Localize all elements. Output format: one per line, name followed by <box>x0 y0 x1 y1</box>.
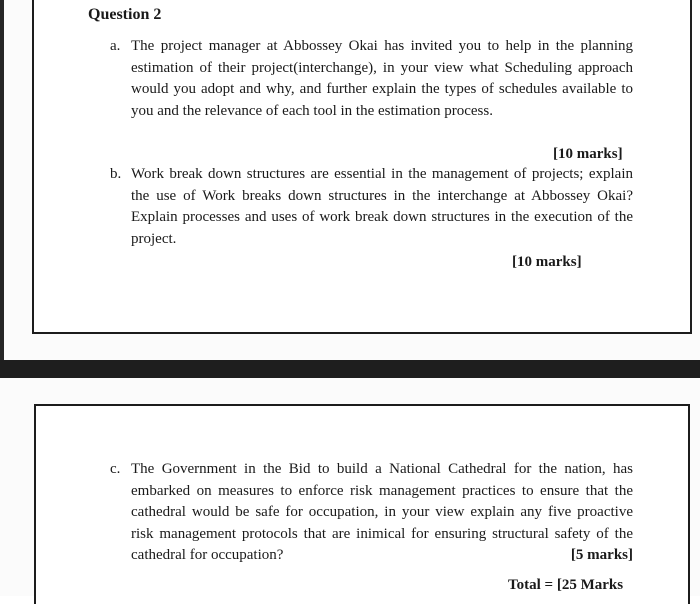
total-value: [25 Marks <box>556 577 624 593</box>
section-separator <box>0 360 700 378</box>
question-part-c <box>110 459 633 567</box>
part-a-letter: a. <box>110 38 121 54</box>
question-title: Question 2 <box>88 6 162 23</box>
part-a-marks: [10 marks] <box>553 146 623 162</box>
total-marks <box>508 577 623 594</box>
part-c-marks: [5 marks] <box>570 547 633 563</box>
part-a-text: The project manager at Abbossey Okai has invited you to help in the planning estimation of their project(interchange), in your view what Scheduling approach would you adopt and why, and further explain the types of schedules available to you and the relevance of each tool in the estimation process. <box>131 38 633 119</box>
left-border-edge <box>0 0 4 360</box>
part-b-text: Work break down structures are essential in the management of projects; explain the use of Work breaks down structures in the interchange at Abbossey Okai? Explain processes and uses of work break down structures in the execution of the project. <box>131 166 633 247</box>
question-part-a <box>110 36 633 122</box>
part-b-marks: [10 marks] <box>512 254 582 270</box>
total-label: Total = <box>508 577 554 593</box>
part-c-text: The Government in the Bid to build a National Cathedral for the nation, has embarked on measures to enforce risk management practices to ensure that the cathedral would be safe for occupation, in your view explain any five proactive risk management protocols that are inimical for ensuring structural safety of the cathedral for occupation? <box>131 461 633 563</box>
part-b-letter: b. <box>110 166 122 182</box>
part-c-letter: c. <box>110 461 121 477</box>
question-part-b <box>110 164 633 250</box>
